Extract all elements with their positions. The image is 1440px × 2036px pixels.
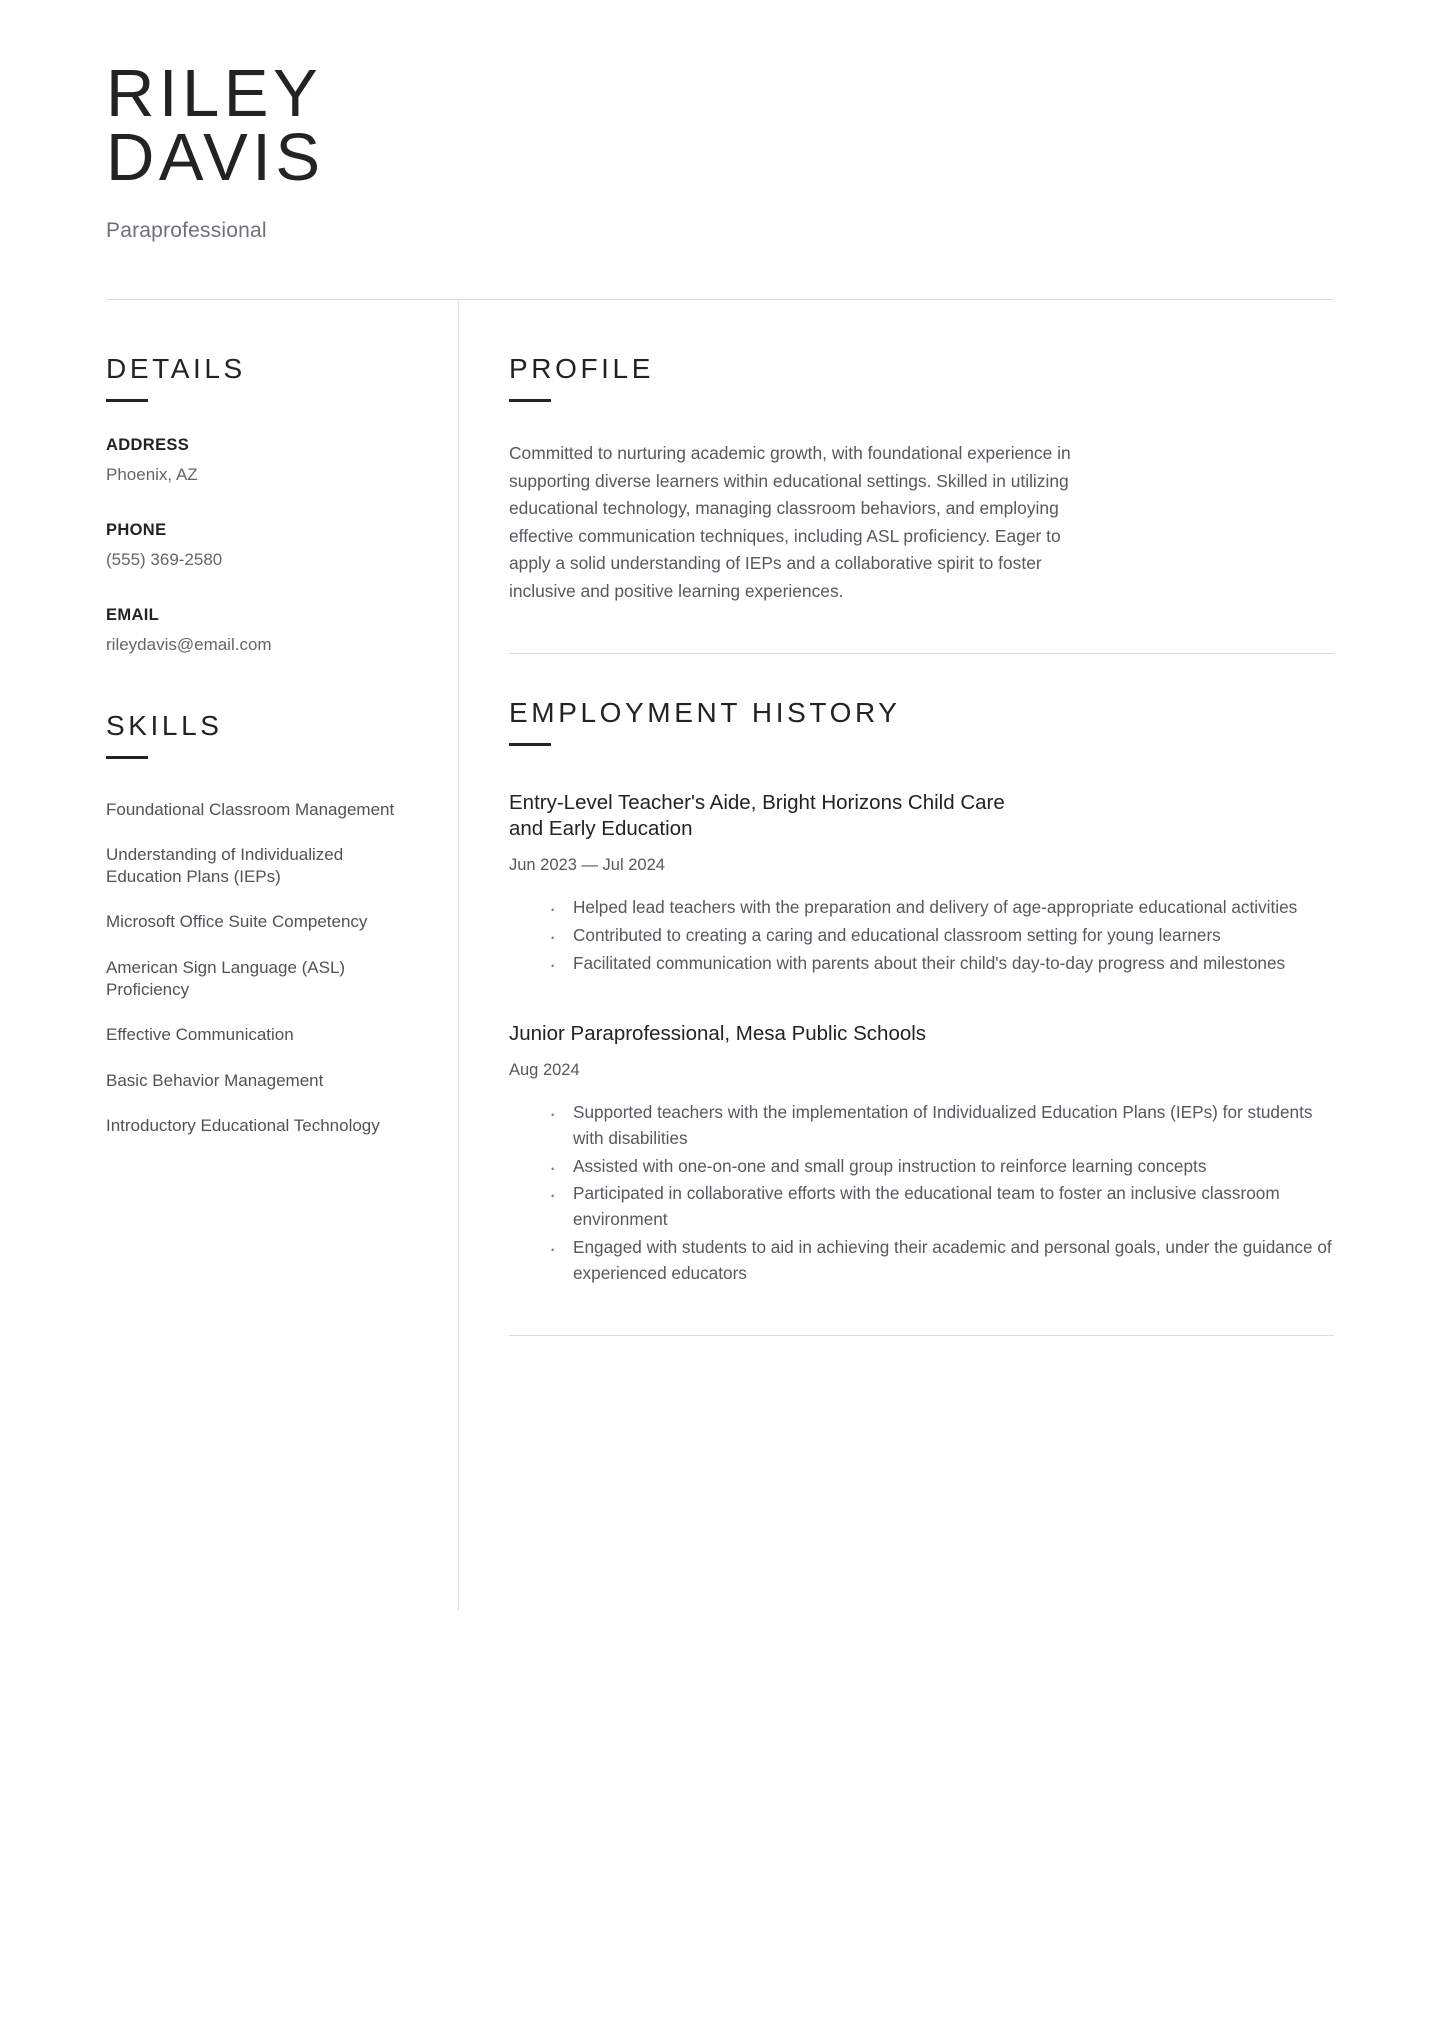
resume-header	[106, 0, 1334, 243]
details-section	[106, 354, 414, 657]
detail-value: (555) 369-2580	[106, 550, 223, 570]
job-bullets	[509, 1100, 1334, 1287]
detail-label: ADDRESS	[106, 436, 190, 455]
skills-accent-bar	[106, 756, 148, 759]
list-item: American Sign Language (ASL) Proficiency	[106, 958, 346, 999]
detail-label: EMAIL	[106, 605, 160, 624]
detail-item-email	[106, 606, 414, 657]
profile-text: Committed to nurturing academic growth, with foundational experience in supporting diverse learners within educational settings. Skilled in utilizing educational technology, managing classroom behaviors, and employing effective communication techniques, including ASL proficiency. Eager to apply a solid understanding of IEPs and a collaborative spirit to foster inclusive and positive learning experiences.	[509, 443, 1071, 601]
resume-body	[106, 300, 1334, 1610]
sidebar-column	[106, 300, 458, 1610]
candidate-name	[106, 56, 566, 195]
list-item: Introductory Educational Technology	[106, 1116, 380, 1136]
list-item: Foundational Classroom Management	[106, 799, 395, 819]
employment-accent-bar	[509, 743, 551, 746]
skills-section-title: SKILLS	[106, 709, 223, 741]
employment-section-title: EMPLOYMENT HISTORY	[509, 697, 901, 729]
details-accent-bar	[106, 399, 148, 402]
job-date: Jun 2023 — Jul 2024	[509, 856, 665, 875]
candidate-job-title: Paraprofessional	[106, 219, 267, 243]
employment-divider	[509, 1335, 1334, 1336]
profile-section	[509, 354, 1334, 605]
list-item: · Supported teachers with the implementation of Individualized Education Plans (IEPs) for students with disabilities	[547, 1100, 1334, 1152]
skills-list	[106, 799, 414, 1137]
list-item: Understanding of Individualized Education Plans (IEPs)	[106, 845, 344, 886]
job-entry	[509, 1021, 1334, 1287]
main-column	[459, 300, 1334, 1610]
list-item: Effective Communication	[106, 1025, 294, 1045]
list-item: Basic Behavior Management	[106, 1070, 324, 1090]
job-entry	[509, 790, 1334, 977]
job-title: Entry-Level Teacher's Aide, Bright Horizons Child Care and Early Education	[509, 790, 1005, 841]
list-item: Microsoft Office Suite Competency	[106, 912, 368, 932]
detail-value: rileydavis@email.com	[106, 634, 272, 654]
list-item: · Facilitated communication with parents about their child's day-to-day progress and milestones	[547, 951, 1334, 977]
skills-section	[106, 711, 414, 1137]
list-item: · Assisted with one-on-one and small group instruction to reinforce learning concepts	[547, 1154, 1334, 1180]
profile-divider	[509, 653, 1334, 654]
job-date: Aug 2024	[509, 1060, 580, 1079]
detail-label: PHONE	[106, 521, 167, 540]
list-item: · Helped lead teachers with the preparation and delivery of age-appropriate educational activities	[547, 895, 1334, 921]
list-item: · Participated in collaborative efforts with the educational team to foster an inclusive classroom environment	[547, 1181, 1334, 1233]
job-title: Junior Paraprofessional, Mesa Public Schools	[509, 1021, 927, 1045]
candidate-last-name: DAVIS	[106, 119, 325, 195]
candidate-first-name: RILEY	[106, 56, 323, 131]
profile-accent-bar	[509, 399, 551, 402]
details-section-title: DETAILS	[106, 353, 246, 385]
profile-section-title: PROFILE	[509, 353, 655, 385]
employment-section	[509, 698, 1334, 1335]
detail-item-phone	[106, 521, 414, 572]
detail-value: Phoenix, AZ	[106, 465, 198, 485]
list-item: · Engaged with students to aid in achieving their academic and personal goals, under the guidance of experienced educators	[547, 1235, 1334, 1287]
detail-item-address	[106, 436, 414, 487]
list-item: · Contributed to creating a caring and educational classroom setting for young learners	[547, 923, 1334, 949]
job-bullets	[509, 895, 1334, 976]
